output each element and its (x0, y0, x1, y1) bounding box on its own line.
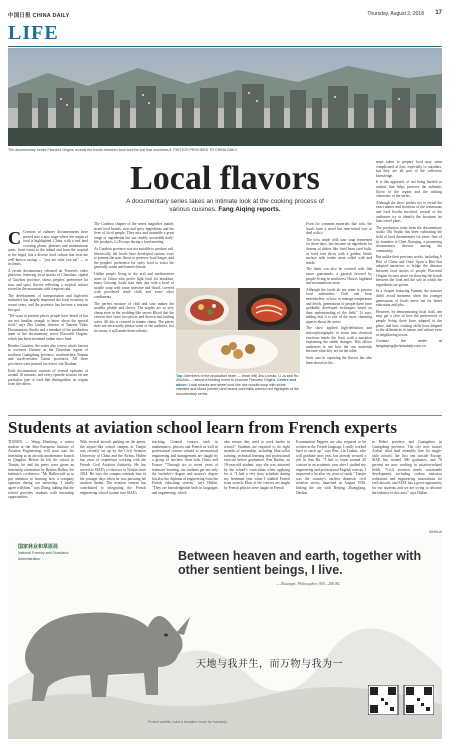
story2-headline: Students at aviation school learn from French experts (8, 418, 397, 437)
sponsor-name-en: National Forestry and Grassland Administration (18, 551, 69, 561)
paragraph: As Guizhou province was not suitable to produce salt, historically, the locals have developed various ways to present the sour flavor to preserve food longer, and the peoples' preference for spicy food to resist the generally warm and humid climate. (94, 246, 174, 270)
ad-headline: Between heaven and earth, together with other sentient beings, I live. (178, 549, 422, 577)
paragraph: "We want to present places people have heard of but are not familiar enough to know about the special food," says Zhu Linhao, director of Tencent Video Documentary Studio and a member of the production team of the documentary series Flavorful Origins, which has been streamed online since June. (8, 314, 88, 342)
sponsor-name-cn: 国家林业和草原局 (18, 544, 59, 550)
page-number: 17 (435, 10, 442, 16)
article-headline: Local flavors (130, 160, 320, 197)
section-title: LIFE (8, 22, 59, 44)
advertisement (8, 535, 442, 739)
ad-calligraphy: 天地与我并生，而万物与我为一 (196, 659, 343, 670)
article-column-4 (376, 160, 442, 351)
deck-text: A documentary series takes an intimate look at the cooking process of various cuisines. (126, 198, 324, 213)
article-column-2 (94, 222, 174, 336)
paragraph: The latter can also be covered with fish sauce guacamole, a garnish favored by people living in southwest China's highland and mountainous areas. (306, 267, 372, 286)
paragraph: The show applied high-definition and macrophotography to zoom into chemical reactions inside the food, with a narration explaining the subtle changes. This allows audiences to see how the raw materials become what they are on the table. (306, 326, 372, 354)
story2-column-5: Examination Pappers are also required to be written in the French language. I really worked hard to catch up," says Ren. Lin Lanhui, who will graduate next year, has already secured a job in Sun Ha. "I had to learn around 20 courses in an academic year after I studied my engineering and professional English courses. I improved a lot after six years of study." Tianjin was the country's earliest domestic civil aviation sector, launched in August 1936, linking the city with Beijing, Zhangjiang, Dashou (296, 440, 366, 495)
drop-cap: C (8, 228, 21, 248)
editor-contact: Contact the writer at fangaiqing@chinadaily.com.cn (376, 339, 442, 348)
caption-text: Members of the production team — (from left) Zhu Linhao, Li Ju and Hu Zhichao — attend a feeding event to promote Flavorful Origins. (176, 374, 299, 383)
paragraph: Such care in capturing the flavors has also been shown in the... (306, 356, 372, 365)
caption-label: Top: (176, 374, 184, 378)
caption-text: Local snacks and street food like rice noodle soup with swine intestine and blood (center) and beans curd balls colored red highlights of the documentary series. (176, 382, 299, 396)
masthead-logo: 中国日报 CHINA DAILY (8, 13, 70, 19)
food-caption (176, 374, 300, 396)
story2-column-1: TIANJIN — Wang Zhenlong, a senior student at the Sino-European Institute of Aviation Engineering, will soon start his internship at an aircraft maintenance branch in Qingdao. Before he left his school in Tianjin, he and his peers were given an internship orientation by Bettina Hallen, the institute's co-director. "Mr Hallen told us to pay attention to learning how a company operates during our internship. I totally agree with him," says Zhang, adding that the school provides students with internship opportunities. (8, 440, 74, 500)
paragraph: Although the foods do not seem to possess food authorities, Chili and hous nevertheless, or how to manage temperature and levels, generations of people there have gradually developed techniques based on their understanding of the field," Li says, adding that it is one of the most charming aspects about the series. (306, 287, 372, 324)
paragraph: C Creators of culinary documentaries have moved into a new stage where the origin of food is highlighted. China, with a vast land covering plains, plateaus and mountainous areas, from coasts to the inland and from the tropical to the frigid, has a diverse food culture that tests the well-known saying — "you are what you eat" — to its limits. (8, 228, 88, 267)
paragraph: Although the show prefers not to reveal the exact names and locations of the restaurants and food booths involved, several of the audiences try to identify the locations for later travel plans. (376, 200, 442, 224)
story2-column-3: teaching. General courses such as mathematics, physics and French as well as professional courses related to aeronautical engineering and management are taught by a group of teachers from both China and France. "Through six to seven years of intensive learning, our students get not only the bachelor's degree and master's degree but also the diploma of engineering from the French educating system," says Hallen. "They are knowledgeable both in languages and engineering, which (152, 440, 218, 495)
ad-attribution: — Zhuangzi, Philosopher, 369—286 BC (276, 581, 341, 586)
food-photos (176, 288, 300, 373)
story2-column-4: also ensure they need to work harder in school." Students are required to do eight months of internship, including blue-collar training, technical learning and professional exercise before graduation. Ren Baolun, an 18-year-old student, says she was attracted by the school's curriculum when applying for it. "I had a very busy schedule during my freshman year when I studied French from scratch. Most of the courses are taught by French physics were taught in French (224, 440, 290, 490)
section-rule (8, 46, 442, 47)
paragraph: The Guizhou chapter of the series magnifies mainly street food brands, sour and spicy ingredients and the lives of local people. They mix and assemble a great range of ingredients but use readily accessible daily-life products, Li Fu says during a fund meeting. (94, 222, 174, 245)
paragraph: It is this approach, of not being hurried or rushed, that helps preserve the authentic flavor of the region and the striking characters of the series. (376, 180, 442, 199)
story2-column-2: With several aircraft parking on the apron, the airport-like school campus in Tianjin was recently set up by the Civil Aviation University of China and the Airbus. Hallen has years of experience working with the French Civil Aviation Authority. He has served as SIAE's co-director in Tianjin since 2014. He says the campus reminds him of his younger days when he was pursuing his aviation dream. The aviation veteran has contributed to integrating the French engineering school system into SIAE's (80, 440, 146, 495)
paragraph: Even for common materials like tofu, the locals have a novel but time-tested way to deal with it. (306, 222, 372, 236)
paragraph: The tofu, made with sour soup fermented for three days, has become an ingredient for dozens of dishes like fried bean curd balls, or fried tofu slices with a golden, brittle surface with tender meat rolled with and inside. (306, 237, 372, 265)
issue-date: Thursday, August 2, 2018 (367, 11, 424, 17)
ad-fine-print: Protect wildlife, build a beautiful home for humanity. (148, 720, 228, 724)
paragraph: Unlike people living in the arid and northwestern areas of China who prefer light food for breakfast, many Guiyang locals start their day with a bowl of noodle soup with some intestine and blood, covered with powdered dried chilli and some other condiments. (94, 271, 174, 299)
story-divider (8, 415, 442, 416)
paragraph: Besides Guizhou, the series also covers what's known to overseas Chinese as the Chaoshan region of southern Guangdong province, southwestern Yunnan and north-western Gansu provinces. All three provinces were praised on review site Douban. (8, 343, 88, 367)
caption-label: Centre and above: (176, 378, 297, 387)
sponsor-logo (18, 543, 78, 562)
paragraph: steps taken to prepare food may seem complicated at first, especially to outsiders, but they are all part of the collective knowledge. (376, 160, 442, 178)
hero-photo (8, 48, 442, 146)
hero-caption: The documentary series Flavorful Origins reveals the bonds between food and the soil that nourishes it. PHOTOS PROVIDED TO CHINA DAILY (8, 148, 238, 152)
paragraph: Each documentary consists of several episodes of around 10 minutes, and every episode focuses on one particular type of food that distinguishes its origins from the others. (8, 368, 88, 387)
paragraph: The development of transportation and high-tech industries has largely improved the local economy in recent years, and the province has become a tourism hot spot. (8, 293, 88, 312)
paragraph: But unlike their previous works, including A Bite of China and Once Upon a Bite that adopted narratives to bridge the distance between food stories of people, Flavorful Origins focuses more on showing the bonds between the food and the soil in which the ingredients are grown. (376, 255, 442, 287)
story2-column-6: in Hebei province and Guangzhou in Guangdong province. The city now houses Airbus' third final assembly line for single-aisle aircraft, the first one outside Europe. SIAE has trained 300 graduates, and 70 percent are now working in aviation-related fields. "Civil aviation needs sustainable development, including carbon emission reductions and engineering innovations for civil aircraft, and SIAE has a great opportunity for our students and we are trying to advance the industry in this area," says Hallen. (372, 440, 442, 495)
paragraph: A recent documentary released on Tencent's video platform, featuring local snacks of Chaoshan, capital of Guizhou province, shows peoples' preference for sour and spicy flavors reflecting a tropical culture rooted in the mountains with frequent rain. (8, 268, 88, 292)
paragraph: However, by demonstrating local food, one may get a slice of how the preferences of people living there have adapted to the place, and how cooking skills have adapted to the differences in nature and culture even in neighboring towns. (376, 309, 442, 337)
paragraph: In a chapter featuring Yunnan, the narrator didn't avoid moments when the younger generations of locals move out for better education and jobs. (376, 289, 442, 308)
qr-codes (368, 685, 434, 715)
paragraph: The perfect mixture of chili and sour makes the noodles pliable and chewy. The staples are so very cheap even in the wedding-like serves Blood that the veteran chef since two pieces and thrown into boiling water. All this is covered in tomato chatni. The pieces does not necessarily please some of the audience, but for many, it still make them salivate. (94, 301, 174, 334)
page-header (8, 10, 442, 20)
article-column-3 (306, 222, 372, 367)
paragraph: The production team from the documentary studio Ohi Studio has been cultivating the field of food documentary for years. One of its founders is Chen Xiaoqing, a pioneering documentary director among the community. (376, 225, 442, 253)
article-column-1 (8, 230, 88, 389)
byline: Fang Aiqing reports. (218, 206, 281, 213)
story2-source: XINHUA (428, 530, 442, 534)
article-deck (120, 198, 330, 214)
